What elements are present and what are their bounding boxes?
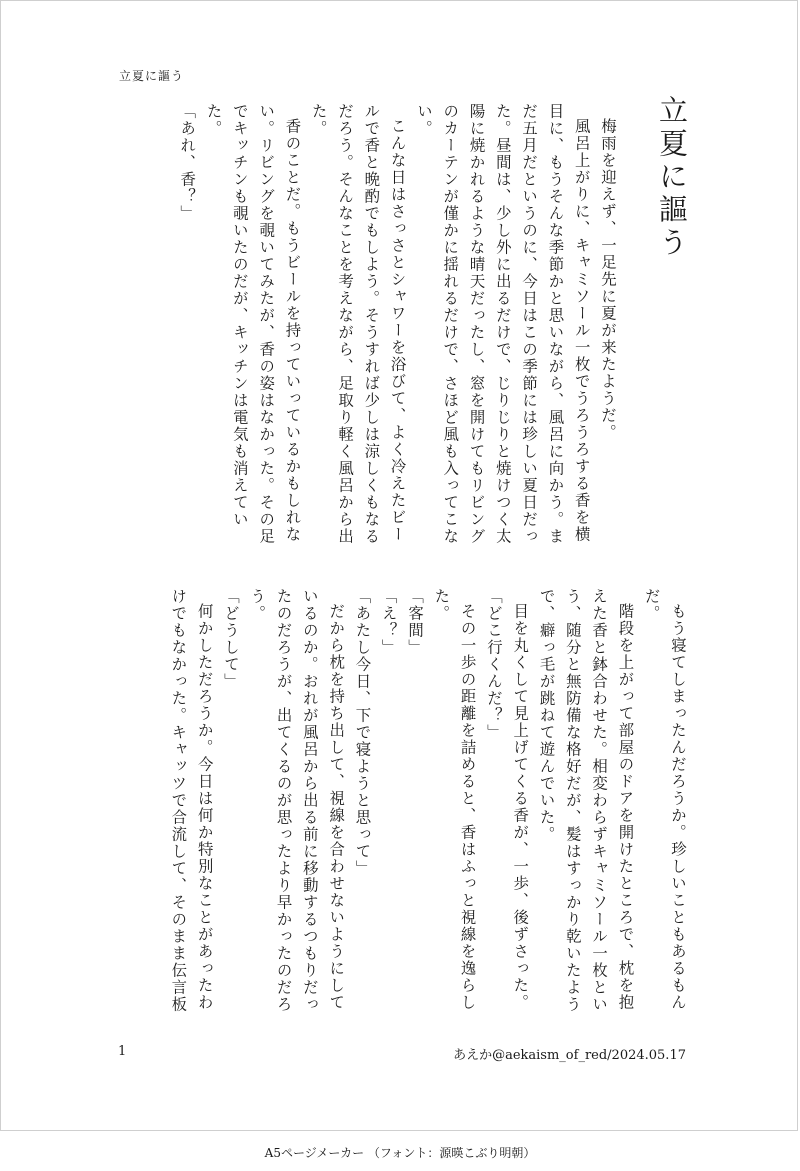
- paragraph: 「え？」: [379, 588, 398, 656]
- author-line: あえか@aekaism_of_red/2024.05.17: [453, 1048, 686, 1063]
- paragraph: その一歩の距離を詰めると、香はふっと視線を逸らした。: [432, 588, 477, 1012]
- paragraph: だから枕を持ち出して、視線を合わせないようにしているのか。おれが風呂から出る前に移動するつもりだったのだろうが、出てくるのが思ったより早かったのだろう。: [248, 588, 346, 1013]
- paragraph: 何かしただろうか。今日は何か特別なことがあったわけでもなかった。キャッツで合流して、そのまま伝言板: [169, 588, 214, 1013]
- paragraph: 「客間」: [406, 588, 425, 656]
- paragraph: 「どこ行くんだ？」: [484, 588, 503, 741]
- paragraph: 香のことだ。もうビールを持っていっているかもしれない。リビングを覗いてみたが、香の姿はなかった。その足でキッチンも覗いたのだが、キッチンは電気も消えていた。: [204, 103, 302, 545]
- footer-caption: A5ページメーカー （フォント：源暎こぶり明朝）: [264, 1146, 536, 1160]
- paragraph: 風呂上がりに、キャミソール一枚でうろうろする香を横目に、もうそんな季節かと思いながら、風呂に向かう。まだ五月だというのに、今日はこの季節には珍しい夏日だった。昼間は、少し外に出るだけで、じりじりと焼けつく太陽に焼かれるような晴天だったし、窓を開けてもリビングのカーテンが僅かに揺れるだけで、さほど風も入ってこない。: [414, 103, 591, 545]
- paragraph: 「あれ、香？」: [178, 103, 197, 222]
- paragraph: 梅雨を迎えず、一足先に夏が来たようだ。: [599, 118, 617, 442]
- page-title: 立夏に謳う: [655, 95, 689, 260]
- paragraph: こんな日はさっさとシャワーを浴びて、よく冷えたビールで香と晩酌でもしよう。そうすれば少しは涼しくもなるだろう。そんなことを考えながら、足取り軽く風呂から出た。: [309, 103, 407, 545]
- paragraph: 「あたし今日、下で寝ようと思って」: [353, 588, 372, 877]
- running-head: 立夏に謳う: [119, 69, 185, 83]
- paragraph: 目を丸くして見上げてくる香が、一歩、後ずさった。: [511, 603, 530, 1012]
- text-column-top: [111, 103, 621, 558]
- text-column-bottom: [111, 588, 691, 1028]
- paragraph: もう寝てしまったんだろうか。珍しいこともあるもんだ。: [642, 588, 687, 1012]
- paragraph: 「どうして」: [221, 588, 240, 690]
- paragraph: 階段を上がって部屋のドアを開けたところで、枕を抱えた香と鉢合わせた。相変わらずキャミソール一枚という、随分と無防備な格好だが、髪はすっかり乾いたようで、癖っ毛が跳ねて遊んでいた。: [537, 588, 635, 1013]
- page-number: 1: [118, 1044, 127, 1059]
